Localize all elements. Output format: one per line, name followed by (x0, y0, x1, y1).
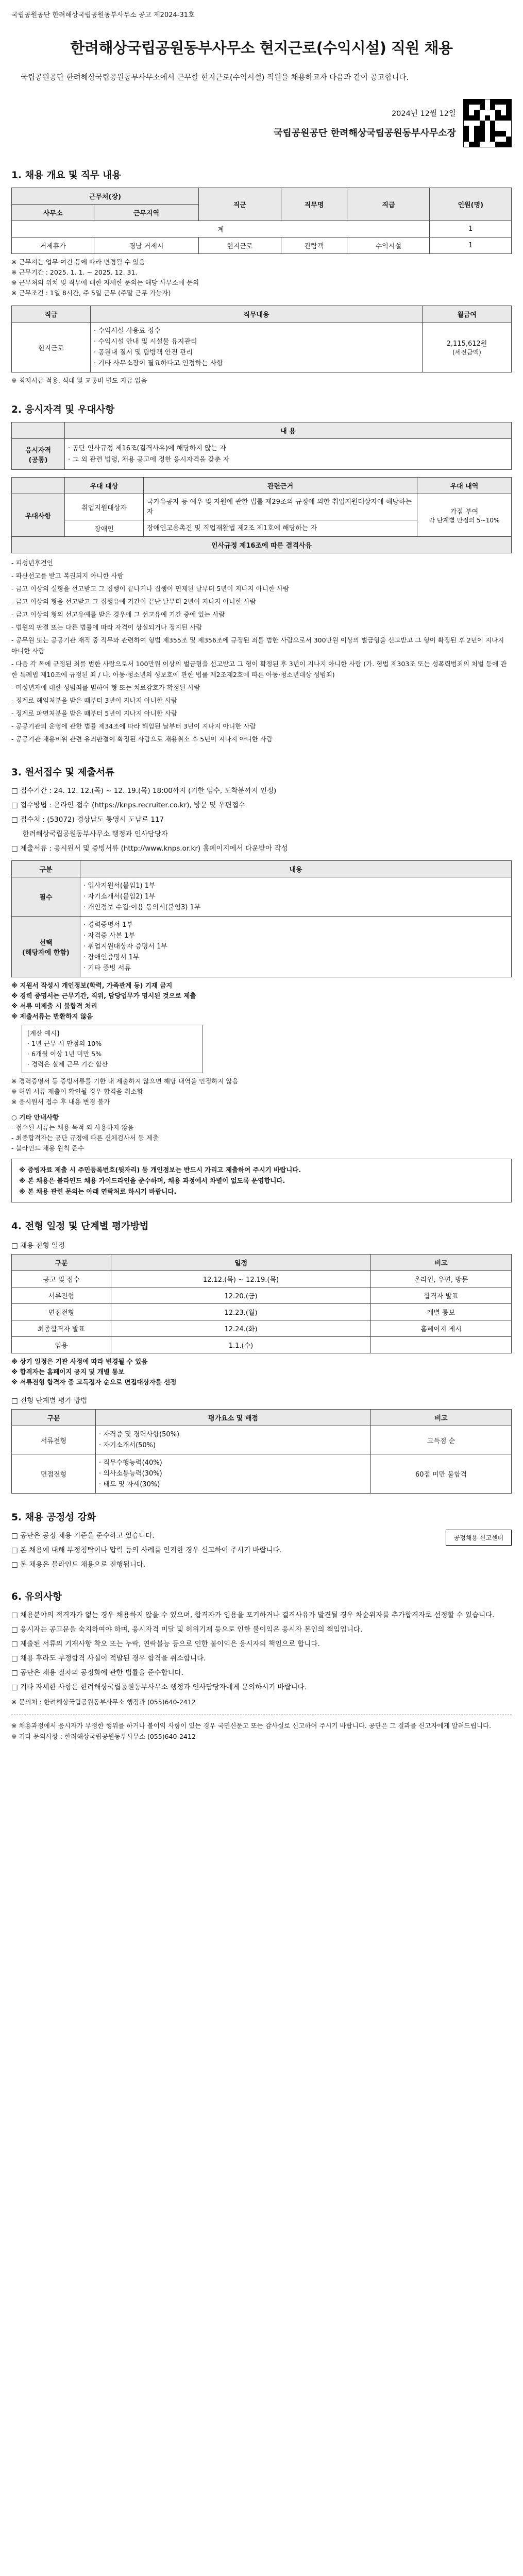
elig-item: · 공단 인사규정 제16조(결격사유)에 해당하지 않는 자 (68, 445, 226, 452)
warn-line: ※ 본 채용은 블라인드 채용 가이드라인을 준수하며, 채용 과정에서 차별이 없도록 운영합니다. (19, 1177, 285, 1184)
job-duty: · 수익시설 사용료 징수 (94, 327, 161, 335)
footer-note (11, 1715, 512, 1742)
other-line: - 접수된 서류는 채용 목적 외 사용하지 않음 (11, 1124, 134, 1131)
doc-notes (11, 980, 512, 1022)
section-1-title: 1. 채용 개요 및 직무 내용 (11, 170, 121, 181)
table-cell (371, 1337, 512, 1353)
disq-item: - 공공기관의 운영에 관한 법률 제34조에 따라 해임된 날부터 3년이 지나지 아니한 사람 (11, 722, 256, 730)
fair-item: □ 본 채용에 대해 부정청탁이나 압력 등의 사례를 인지한 경우 신고하여 주시기 바랍니다. (11, 1546, 282, 1554)
contact-info: ※ 문의처 : 한려해상국립공원동부사무소 행정과 (055)640-2412 (11, 1698, 196, 1706)
table-cell: 합격자 발표 (371, 1287, 512, 1304)
note-line: ※ 경력 증명서는 근무기간, 직위, 담당업무가 명시된 것으로 제출 (11, 992, 196, 999)
disq-item: - 공공기관 채용비위 관련 유죄판결이 확정된 사람으로 채용취소 후 5년이 지나지 아니한 사람 (11, 735, 273, 743)
note-line: ※ 합격자는 홈페이지 공지 및 개별 통보 (11, 1368, 125, 1376)
disq-item: - 금고 이상의 형의 선고유예를 받은 경우에 그 선고유예 기간 중에 있는 사람 (11, 611, 225, 618)
section-2-title: 2. 응시자격 및 우대사항 (11, 404, 115, 415)
th-date: 일정 (111, 1255, 371, 1271)
doc-content: · 경력증명서 1부 · 자격증 사본 1부 · 취업지원대상자 증명서 1부 · 장애인증명서 1부 · 기타 증빙 서류 (80, 917, 512, 977)
elig-item: · 그 외 관련 법령, 채용 공고에 정한 응시자격을 갖춘 자 (68, 456, 230, 464)
th-job-duty: 직무내용 (91, 306, 423, 323)
doc-type: 선택 (해당자에 한함) (12, 917, 80, 977)
caution-item: □ 기타 자세한 사항은 한려해상국립공원동부사무소 행정과 인사담당자에게 문의하시기 바랍니다. (11, 1683, 307, 1691)
preference-table (11, 477, 512, 553)
app-item: □ 접수기간 : 24. 12. 12.(목) ~ 12. 19.(목) 18:00까지 (기한 엄수, 도착분까지 인정) (11, 787, 277, 795)
footer-line: ※ 채용과정에서 응시자가 부정한 행위를 하거나 불이익 사항이 있는 경우 국민신문고 또는 감사실로 신고하여 주시기 바랍니다. 공단은 그 결과를 신고자에게 알려드립니다. (11, 1722, 492, 1730)
caution-item: □ 채용분야의 적격자가 없는 경우 채용하지 않을 수 있으며, 합격자가 임용을 포기하거나 결격사유가 발견될 경우 차순위자를 추가합격자로 선정할 수 있습니다. (11, 1611, 495, 1619)
table-cell: 경남 거제시 (94, 238, 199, 254)
th-count: 인원(명) (430, 188, 512, 221)
note-line: ※ 지원서 작성시 개인정보(학력, 가족관계 등) 기재 금지 (11, 981, 173, 989)
table-cell: 12.24.(화) (111, 1320, 371, 1337)
evaluation-table (11, 1409, 512, 1494)
table-cell: 12.23.(월) (111, 1304, 371, 1320)
note-line: ※ 응시원서 접수 후 내용 변경 불가 (11, 1098, 110, 1106)
pref-label: 우대사항 (12, 494, 65, 537)
other-line: - 최종합격자는 공단 규정에 따른 신체검사서 등 제출 (11, 1134, 159, 1142)
table-cell: 현지근로 (198, 238, 281, 254)
caution-item: □ 제출된 서류의 기재사항 착오 또는 누락, 연락불능 등으로 인한 불이익은 응시자의 책임으로 합니다. (11, 1640, 320, 1648)
footer-line: ※ 기타 문의사항 : 한려해상국립공원동부사무소 (055)640-2412 (11, 1733, 196, 1740)
table-cell: 1 (430, 238, 512, 254)
eval-subtitle: □ 전형 단계별 평가 방법 (11, 1397, 88, 1405)
th-eval-items: 평가요소 및 배점 (96, 1410, 371, 1426)
fairness-list (11, 1530, 438, 1573)
calc-line: · 경력은 실제 근무 기간 합산 (27, 1060, 108, 1068)
eligibility-table (11, 422, 512, 470)
th-grade: 직급 (347, 188, 430, 221)
disqualification-list (11, 557, 512, 744)
th-pref-basis: 관련근거 (144, 478, 417, 494)
calc-example-box (22, 1025, 203, 1073)
pref-detail: 가점 부여 (450, 508, 479, 516)
note-line: ※ 근무처의 위치 및 직무에 대한 자세한 문의는 해당 사무소에 문의 (11, 279, 199, 286)
th-job-grade: 직급 (12, 306, 91, 323)
schedule-table (11, 1254, 512, 1353)
page-title: 한려해상국립공원동부사무소 현지근로(수익시설) 직원 채용 (70, 39, 453, 57)
disq-header: 인사규정 제16조에 따른 결격사유 (12, 537, 512, 553)
table-cell: 관람객 (281, 238, 347, 254)
note-line: ※ 상기 일정은 기관 사정에 따라 변경될 수 있음 (11, 1358, 148, 1365)
th-remark: 비고 (371, 1255, 512, 1271)
pref-target: 장애인 (65, 520, 144, 537)
disq-item: - 징계로 파면처분을 받은 때부터 5년이 지나지 아니한 사람 (11, 709, 177, 717)
pref-target: 취업지원대상자 (65, 494, 144, 520)
app-item: □ 접수처 : (53072) 경상남도 통영시 도남로 117 (11, 816, 164, 824)
table-cell: 공고 및 접수 (12, 1271, 111, 1287)
intro-text: 국립공원공단 한려해상국립공원동부사무소에서 근무할 현지근로(수익시설) 직원을 채용하고자 다음과 같이 공고합니다. (21, 74, 409, 82)
section-5-title: 5. 채용 공정성 강화 (11, 1512, 96, 1523)
schedule-subtitle: □ 채용 전형 일정 (11, 1242, 65, 1250)
elig-label: 응시자격 (공통) (12, 439, 65, 470)
note-line: ※ 경력증명서 등 증빙서류를 기한 내 제출하지 않으면 해당 내역을 인정하지 않음 (11, 1077, 239, 1085)
note-line: ※ 서류 미제출 시 불합격 처리 (11, 1002, 97, 1010)
table-cell: 12.12.(목) ~ 12.19.(목) (111, 1271, 371, 1287)
eval-type: 서류전형 (12, 1426, 96, 1454)
doc-content: · 입사지원서(붙임1) 1부 · 자기소개서(붙임2) 1부 · 개인정보 수집·이용 동의서(붙임3) 1부 (80, 877, 512, 917)
other-info (11, 1112, 512, 1154)
stage-notes (11, 1357, 512, 1387)
th-pref-detail: 우대 내역 (417, 478, 512, 494)
sign-date: 2024년 12월 12일 (391, 109, 456, 118)
report-center-badge: 공정채용 신고센터 (446, 1530, 512, 1546)
note-line: ※ 서류전형 합격자 중 고득점자 순으로 면접대상자를 선정 (11, 1378, 177, 1386)
warn-line: ※ 증빙자료 제출 시 주민등록번호(뒷자리) 등 개인정보는 반드시 가리고 제출하여 주시기 바랍니다. (19, 1166, 301, 1174)
other-line: - 블라인드 채용 원칙 준수 (11, 1144, 85, 1152)
fair-item: □ 본 채용은 블라인드 채용으로 진행됩니다. (11, 1561, 146, 1569)
caution-item: □ 응시자는 공고문을 숙지하여야 하며, 응시자격 미달 및 허위기재 등으로 인한 불이익은 응시자 본인의 책임입니다. (11, 1625, 363, 1634)
eval-remark: 고득점 순 (371, 1426, 512, 1454)
disq-item: - 다음 각 목에 규정된 죄를 범한 사람으로서 100만원 이상의 벌금형을 선고받고 그 형이 확정된 후 3년이 지나지 아니한 사람 (가. 형법 제303조 또는 성폭력범죄의 처벌 등에 관한 특례법 제10조에 규정된 죄 / 나. 아동·청소년의 성보호에 관한 법률 제2조제2호에 따른 아동·청소년대상 성범죄) (11, 660, 507, 679)
disq-item: - 미성년자에 대한 성범죄를 범하여 형 또는 치료감호가 확정된 사람 (11, 684, 200, 691)
disq-item: - 피성년후견인 (11, 559, 53, 567)
application-info (11, 785, 512, 855)
documents-table (11, 860, 512, 977)
eval-items: · 자격증 및 경력사항(50%) · 자기소개서(50%) (96, 1426, 371, 1454)
table-cell: 면접전형 (12, 1304, 111, 1320)
disq-item: - 징계로 해임처분을 받은 때부터 3년이 지나지 아니한 사람 (11, 697, 177, 704)
job-duty: · 기타 사무소장이 필요하다고 인정하는 사항 (94, 360, 223, 367)
table-cell: 개별 통보 (371, 1304, 512, 1320)
note-line: ※ 근무조건 : 1일 8시간, 주 5일 근무 (주말 근무 가능자) (11, 289, 171, 297)
note-line: ※ 허위 서류 제출이 확인될 경우 합격을 취소함 (11, 1088, 143, 1095)
th-stage: 구분 (12, 1255, 111, 1271)
eval-remark: 60점 미만 불합격 (371, 1454, 512, 1494)
th-job-pay: 월급여 (423, 306, 512, 323)
warn-line: ※ 본 채용 관련 문의는 아래 연락처로 하시기 바랍니다. (19, 1188, 177, 1195)
note-line: ※ 근무지는 업무 여건 등에 따라 변경될 수 있음 (11, 258, 145, 266)
fair-item: □ 공단은 공정 채용 기준을 준수하고 있습니다. (11, 1532, 155, 1540)
table-cell: 수익시설 (347, 238, 430, 254)
app-item: □ 제출서류 : 응시원서 및 증빙서류 (http://www.knps.or.kr) 홈페이지에서 다운받아 작성 (11, 844, 288, 853)
disq-item: - 금고 이상의 형을 선고받고 그 집행유예 기간이 끝난 날부터 2년이 지나지 아니한 사람 (11, 598, 256, 605)
table-cell: 거제휴가 (12, 238, 94, 254)
disq-item: - 파산선고를 받고 복권되지 아니한 사람 (11, 572, 124, 580)
job-grade: 현지근로 (12, 323, 91, 372)
th-doc-content: 내용 (80, 861, 512, 877)
job-pay: 2,115,612원 (446, 340, 487, 348)
app-item: 한려해상국립공원동부사무소 행정과 인사담당자 (11, 830, 168, 838)
pref-sub: 각 단계별 만점의 5~10% (429, 517, 500, 524)
th-group: 직군 (198, 188, 281, 221)
signature-block (11, 99, 512, 147)
recruit-table (11, 188, 512, 254)
caution-list (11, 1609, 512, 1694)
eval-items: · 직무수행능력(40%) · 의사소통능력(30%) · 태도 및 자세(30%) (96, 1454, 371, 1494)
note-line: ※ 근무기간 : 2025. 1. 1. ~ 2025. 12. 31. (11, 268, 138, 276)
th-elig: 내 용 (65, 422, 512, 439)
warning-box (11, 1159, 512, 1202)
caution-item: □ 채용 후라도 부정합격 사실이 적발된 경우 합격을 취소합니다. (11, 1654, 206, 1663)
pref-basis: 장애인고용촉진 및 직업재활법 제2조 제1호에 해당하는 자 (144, 520, 417, 537)
calc-line: · 6개월 이상 1년 미만 5% (27, 1050, 102, 1058)
th-workplace: 근무처(장) (12, 188, 199, 205)
table-cell: 12.20.(금) (111, 1287, 371, 1304)
table-cell: 홈페이지 게시 (371, 1320, 512, 1337)
disq-item: - 금고 이상의 실형을 선고받고 그 집행이 끝나거나 집행이 면제된 날부터 5년이 지나지 아니한 사람 (11, 585, 290, 592)
other-title: ○ 기타 안내사항 (11, 1113, 59, 1121)
job-duty: · 공원내 질서 및 탐방객 안전 관리 (94, 349, 193, 357)
th-eval-remark: 비고 (371, 1410, 512, 1426)
section-4-title: 4. 전형 일정 및 단계별 평가방법 (11, 1221, 149, 1232)
job-table (11, 306, 512, 372)
note-line: ※ 제출서류는 반환하지 않음 (11, 1012, 93, 1020)
eval-type: 면접전형 (12, 1454, 96, 1494)
table-cell: 임용 (12, 1337, 111, 1353)
th-job: 직무명 (281, 188, 347, 221)
section-3-title: 3. 원서접수 및 제출서류 (11, 767, 115, 778)
job-pay-note: (세전금액) (452, 349, 481, 356)
caution-item: □ 공단은 채용 절차의 공정화에 관한 법률을 준수합니다. (11, 1669, 183, 1677)
th-office: 사무소 (12, 205, 94, 221)
job-duty: · 수익시설 안내 및 시설물 유지관리 (94, 338, 197, 346)
th-eval-type: 구분 (12, 1410, 96, 1426)
app-item: □ 접수방법 : 온라인 접수 (https://knps.recruiter.co.kr), 방문 및 우편접수 (11, 801, 245, 809)
table-cell: 서류전형 (12, 1287, 111, 1304)
table-cell: 1.1.(수) (111, 1337, 371, 1353)
total-count: 1 (430, 221, 512, 238)
th-region: 근무지역 (94, 205, 199, 221)
table-cell: 온라인, 우편, 방문 (371, 1271, 512, 1287)
notice-number: 국립공원공단 한려해상국립공원동부사무소 공고 제2024-31호 (11, 11, 195, 19)
disq-item: - 법원의 판결 또는 다른 법률에 따라 자격이 상실되거나 정지된 사람 (11, 623, 203, 631)
job-footnote: ※ 최저시급 적용, 식대 및 교통비 별도 지급 없음 (11, 377, 147, 384)
fair-notes (11, 1076, 512, 1107)
th-pref-target: 우대 대상 (65, 478, 144, 494)
table-cell: 최종합격자 발표 (12, 1320, 111, 1337)
disq-item: - 공무원 또는 공공기관 재직 중 직무와 관련하여 형법 제355조 및 제356조에 규정된 죄를 범한 사람으로서 300만원 이상의 벌금형을 선고받고 그 형이 확정된 후 2년이 지나지 아니한 사람 (11, 636, 504, 655)
calc-line: [계산 예시] (27, 1029, 60, 1037)
total-label: 계 (12, 221, 430, 238)
section-6-title: 6. 유의사항 (11, 1591, 62, 1602)
calc-line: · 1년 근무 시 만점의 10% (27, 1040, 102, 1047)
sec1-notes (11, 257, 512, 298)
doc-type: 필수 (12, 877, 80, 917)
pref-basis: 국가유공자 등 예우 및 지원에 관한 법률 제29조의 규정에 의한 취업지원대상자에 해당하는 자 (144, 494, 417, 520)
qr-code-icon (463, 99, 512, 147)
sign-org: 국립공원공단 한려해상국립공원동부사무소장 (273, 127, 456, 139)
th-doc-type: 구분 (12, 861, 80, 877)
